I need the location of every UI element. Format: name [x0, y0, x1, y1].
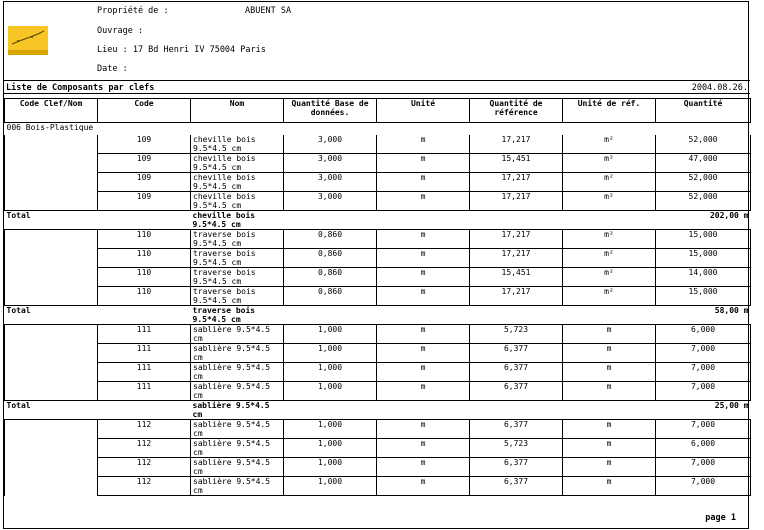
nom-cell: sablière 9.5*4.5 cm: [191, 363, 284, 382]
qbd-cell: 0,860: [284, 268, 377, 287]
table-row: [5, 477, 751, 496]
column-header: Quantité de référence: [470, 99, 563, 123]
code-cell: 109: [98, 173, 191, 192]
unite-cell: m: [377, 192, 470, 211]
column-header: Unité: [377, 99, 470, 123]
qref-cell: 15,451: [470, 268, 563, 287]
nom-cell: sablière 9.5*4.5 cm: [191, 325, 284, 344]
qref-cell: 17,217: [470, 173, 563, 192]
key-cell: [5, 230, 98, 249]
quantite-cell: 6,000: [656, 325, 751, 344]
key-cell: [5, 287, 98, 306]
qbd-cell: 1,000: [284, 458, 377, 477]
table-row: [5, 363, 751, 382]
code-cell: 111: [98, 344, 191, 363]
unite-cell: m: [377, 439, 470, 458]
key-cell: [5, 249, 98, 268]
code-cell: 110: [98, 287, 191, 306]
qbd-cell: 1,000: [284, 420, 377, 439]
quantite-cell: 52,000: [656, 135, 751, 154]
table-row: [5, 344, 751, 363]
quantite-cell: 14,000: [656, 268, 751, 287]
table-row: [5, 420, 751, 439]
quantite-cell: 7,000: [656, 363, 751, 382]
group-label: 006 Bois-Plastique: [6, 123, 94, 132]
key-cell: [5, 325, 98, 344]
code-cell: 110: [98, 268, 191, 287]
code-cell: 111: [98, 363, 191, 382]
uref-cell: m: [563, 439, 656, 458]
nom-cell: sablière 9.5*4.5 cm: [191, 344, 284, 363]
nom-cell: traverse bois 9.5*4.5 cm: [191, 268, 284, 287]
date-label: Date :: [97, 64, 128, 74]
table-row: [5, 287, 751, 306]
qref-cell: 15,451: [470, 154, 563, 173]
total-label: Total: [5, 211, 98, 230]
components-table: [4, 98, 751, 496]
nom-cell: cheville bois 9.5*4.5 cm: [191, 192, 284, 211]
uref-cell: m²: [563, 249, 656, 268]
key-cell: [5, 135, 98, 154]
qref-cell: 17,217: [470, 192, 563, 211]
code-cell: 112: [98, 420, 191, 439]
owner-label: Propriété de :: [97, 6, 169, 16]
key-cell: [5, 477, 98, 496]
total-nom: traverse bois 9.5*4.5 cm: [191, 306, 284, 325]
uref-cell: m²: [563, 268, 656, 287]
report-title: Liste de Composants par clefs: [6, 83, 155, 93]
logo-graphic-icon: [8, 26, 48, 50]
code-cell: 112: [98, 477, 191, 496]
table-row: [5, 154, 751, 173]
quantite-cell: 15,000: [656, 287, 751, 306]
report-page: [3, 1, 749, 529]
total-spacer: [98, 306, 191, 325]
uref-cell: m: [563, 382, 656, 401]
qbd-cell: 3,000: [284, 154, 377, 173]
report-date: 2004.08.26.: [691, 83, 748, 93]
ouvrage-label: Ouvrage :: [97, 26, 144, 36]
total-label: Total: [5, 401, 98, 420]
total-nom: sablière 9.5*4.5 cm: [191, 401, 284, 420]
qref-cell: 6,377: [470, 382, 563, 401]
code-cell: 109: [98, 192, 191, 211]
code-cell: 110: [98, 230, 191, 249]
qref-cell: 6,377: [470, 420, 563, 439]
qref-cell: 17,217: [470, 230, 563, 249]
quantite-cell: 15,000: [656, 249, 751, 268]
key-cell: [5, 382, 98, 401]
nom-cell: traverse bois 9.5*4.5 cm: [191, 287, 284, 306]
qbd-cell: 0,860: [284, 230, 377, 249]
unite-cell: m: [377, 363, 470, 382]
uref-cell: m: [563, 477, 656, 496]
uref-cell: m²: [563, 230, 656, 249]
column-header: Code: [98, 99, 191, 123]
total-label: Total: [5, 306, 98, 325]
report-title-bar: [4, 80, 750, 94]
quantite-cell: 7,000: [656, 477, 751, 496]
column-header: Nom: [191, 99, 284, 123]
qref-cell: 6,377: [470, 458, 563, 477]
unite-cell: m: [377, 420, 470, 439]
quantite-cell: 47,000: [656, 154, 751, 173]
total-value: 202,00 m: [284, 211, 751, 230]
table-row: [5, 268, 751, 287]
qbd-cell: 3,000: [284, 173, 377, 192]
qref-cell: 5,723: [470, 439, 563, 458]
code-cell: 110: [98, 249, 191, 268]
unite-cell: m: [377, 173, 470, 192]
column-header: Quantité Base de données.: [284, 99, 377, 123]
code-cell: 109: [98, 154, 191, 173]
qref-cell: 17,217: [470, 249, 563, 268]
key-cell: [5, 420, 98, 439]
code-cell: 112: [98, 439, 191, 458]
uref-cell: m²: [563, 154, 656, 173]
table-row: [5, 439, 751, 458]
table-row: [5, 382, 751, 401]
unite-cell: m: [377, 325, 470, 344]
key-cell: [5, 439, 98, 458]
table-header-row: [5, 99, 751, 123]
quantite-cell: 6,000: [656, 439, 751, 458]
unite-cell: m: [377, 382, 470, 401]
quantite-cell: 7,000: [656, 382, 751, 401]
total-row: [5, 401, 751, 420]
uref-cell: m: [563, 420, 656, 439]
table-row: [5, 249, 751, 268]
unite-cell: m: [377, 230, 470, 249]
unite-cell: m: [377, 154, 470, 173]
qref-cell: 17,217: [470, 135, 563, 154]
table-row: [5, 173, 751, 192]
quantite-cell: 7,000: [656, 458, 751, 477]
nom-cell: sablière 9.5*4.5 cm: [191, 420, 284, 439]
unite-cell: m: [377, 477, 470, 496]
nom-cell: sablière 9.5*4.5 cm: [191, 477, 284, 496]
qbd-cell: 0,860: [284, 287, 377, 306]
table-row: [5, 458, 751, 477]
quantite-cell: 52,000: [656, 173, 751, 192]
key-cell: [5, 154, 98, 173]
uref-cell: m: [563, 344, 656, 363]
key-cell: [5, 173, 98, 192]
unite-cell: m: [377, 458, 470, 477]
column-header: Unité de réf.: [563, 99, 656, 123]
uref-cell: m²: [563, 173, 656, 192]
total-value: 58,00 m: [284, 306, 751, 325]
nom-cell: sablière 9.5*4.5 cm: [191, 439, 284, 458]
qbd-cell: 1,000: [284, 363, 377, 382]
nom-cell: traverse bois 9.5*4.5 cm: [191, 230, 284, 249]
qbd-cell: 0,860: [284, 249, 377, 268]
qref-cell: 6,377: [470, 344, 563, 363]
qbd-cell: 1,000: [284, 382, 377, 401]
page-number: page 1: [705, 513, 736, 523]
total-spacer: [98, 211, 191, 230]
nom-cell: cheville bois 9.5*4.5 cm: [191, 135, 284, 154]
uref-cell: m²: [563, 192, 656, 211]
lieu-label: Lieu : 17 Bd Henri IV 75004 Paris: [97, 45, 266, 55]
unite-cell: m: [377, 135, 470, 154]
uref-cell: m²: [563, 287, 656, 306]
total-row: [5, 211, 751, 230]
key-cell: [5, 344, 98, 363]
table-row: [5, 192, 751, 211]
qbd-cell: 1,000: [284, 477, 377, 496]
column-header: Quantité: [656, 99, 751, 123]
qbd-cell: 1,000: [284, 439, 377, 458]
total-spacer: [98, 401, 191, 420]
uref-cell: m: [563, 363, 656, 382]
group-row: [5, 123, 751, 136]
qref-cell: 5,723: [470, 325, 563, 344]
company-logo: [8, 26, 48, 55]
uref-cell: m: [563, 325, 656, 344]
qref-cell: 6,377: [470, 363, 563, 382]
nom-cell: cheville bois 9.5*4.5 cm: [191, 173, 284, 192]
unite-cell: m: [377, 249, 470, 268]
owner-value: ABUENT SA: [245, 6, 292, 16]
unite-cell: m: [377, 287, 470, 306]
code-cell: 112: [98, 458, 191, 477]
nom-cell: sablière 9.5*4.5 cm: [191, 382, 284, 401]
unite-cell: m: [377, 344, 470, 363]
unite-cell: m: [377, 268, 470, 287]
qref-cell: 17,217: [470, 287, 563, 306]
code-cell: 111: [98, 325, 191, 344]
nom-cell: sablière 9.5*4.5 cm: [191, 458, 284, 477]
uref-cell: m²: [563, 135, 656, 154]
quantite-cell: 7,000: [656, 344, 751, 363]
quantite-cell: 15,000: [656, 230, 751, 249]
code-cell: 109: [98, 135, 191, 154]
table-row: [5, 230, 751, 249]
quantite-cell: 52,000: [656, 192, 751, 211]
total-row: [5, 306, 751, 325]
key-cell: [5, 363, 98, 382]
qbd-cell: 1,000: [284, 344, 377, 363]
total-value: 25,00 m: [284, 401, 751, 420]
quantite-cell: 7,000: [656, 420, 751, 439]
table-row: [5, 135, 751, 154]
uref-cell: m: [563, 458, 656, 477]
key-cell: [5, 192, 98, 211]
nom-cell: traverse bois 9.5*4.5 cm: [191, 249, 284, 268]
code-cell: 111: [98, 382, 191, 401]
qbd-cell: 1,000: [284, 325, 377, 344]
key-cell: [5, 458, 98, 477]
table-row: [5, 325, 751, 344]
nom-cell: cheville bois 9.5*4.5 cm: [191, 154, 284, 173]
column-header: Code Clef/Nom: [5, 99, 98, 123]
total-nom: cheville bois 9.5*4.5 cm: [191, 211, 284, 230]
qref-cell: 6,377: [470, 477, 563, 496]
qbd-cell: 3,000: [284, 192, 377, 211]
qbd-cell: 3,000: [284, 135, 377, 154]
key-cell: [5, 268, 98, 287]
